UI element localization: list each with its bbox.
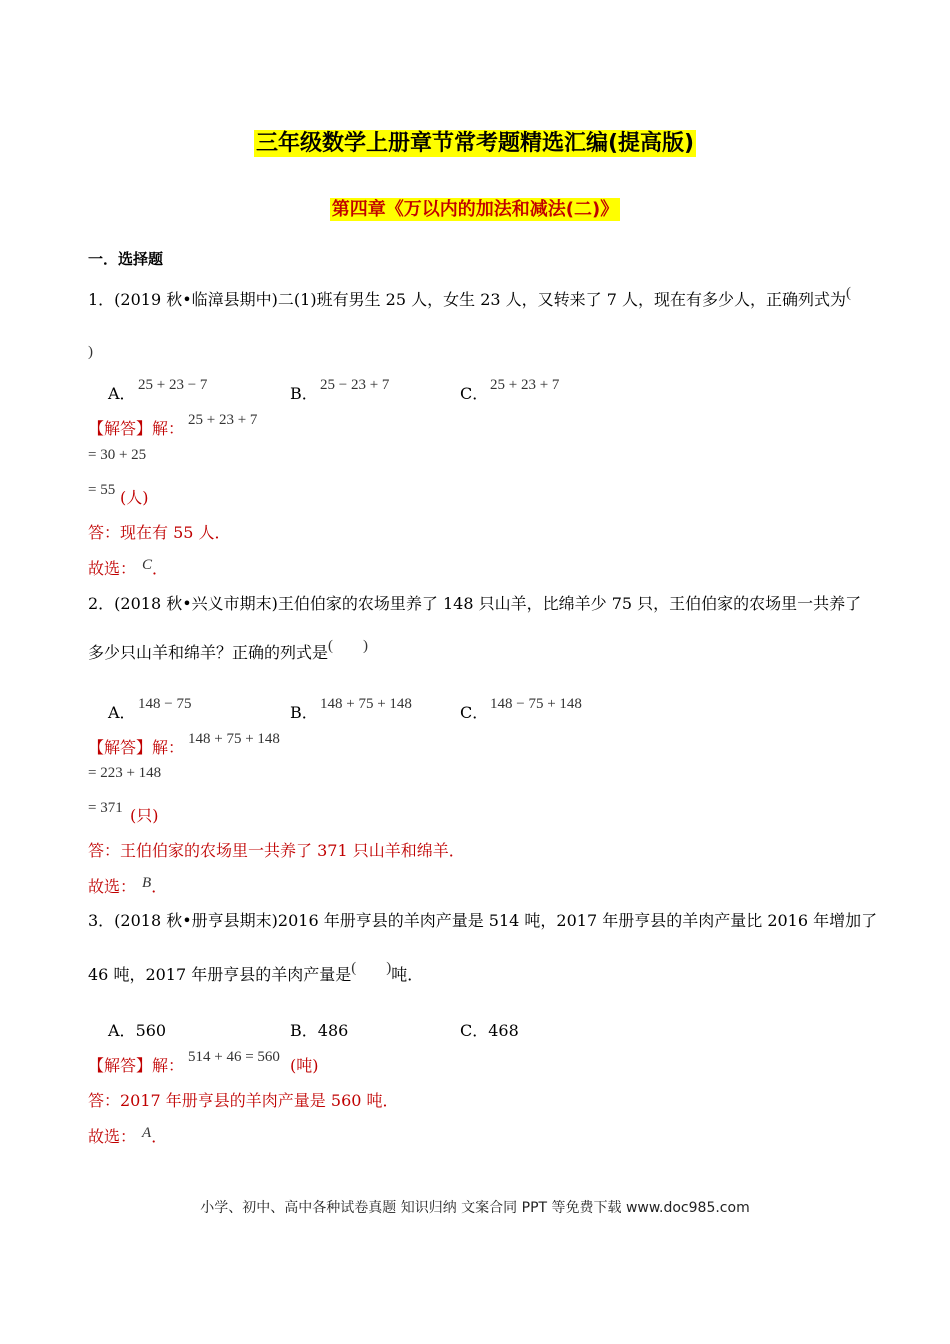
- question-2-paren: ( ): [328, 638, 369, 654]
- question-1-step-3: = 55: [88, 482, 116, 498]
- option-value: 486: [317, 1021, 349, 1040]
- question-3-answer-text: 答：2017 年册亨县的羊肉产量是 560 吨．: [88, 1091, 399, 1110]
- question-1-answer-text: 答：现在有 55 人．: [88, 523, 231, 542]
- option-value: 560: [135, 1021, 167, 1040]
- option-label: C．: [460, 1021, 489, 1040]
- question-1-option-a: [108, 381, 136, 404]
- choice-letter: C: [142, 557, 153, 573]
- question-1-option-b: [290, 381, 318, 404]
- question-3-unit: (吨): [290, 1056, 319, 1075]
- choice-letter: B: [142, 875, 152, 891]
- question-3-choice: [88, 1124, 167, 1147]
- question-1-option-b-expr: 25 − 23 + 7: [320, 377, 390, 393]
- option-value: 468: [488, 1021, 519, 1040]
- question-1-stem: [88, 287, 851, 310]
- question-3-stem-tail: 吨．: [391, 965, 424, 984]
- question-2-option-a-expr: 148 − 75: [138, 696, 192, 712]
- question-3-option-b: [290, 1018, 348, 1041]
- document-title: [0, 126, 950, 157]
- question-3-stem-line2: [88, 962, 423, 985]
- option-label: C．: [460, 703, 489, 722]
- question-2-step-2: = 223 + 148: [88, 765, 162, 781]
- chapter-title: [0, 195, 950, 221]
- question-1-option-a-expr: 25 + 23 − 7: [138, 377, 208, 393]
- question-1-paren-open: (: [846, 285, 851, 301]
- question-2-unit: (只): [130, 806, 159, 825]
- option-label: C．: [460, 384, 489, 403]
- question-3-answer-tag: 【解答】解：: [88, 1056, 185, 1075]
- question-2-answer-tag: 【解答】解：: [88, 738, 185, 757]
- question-2-option-b: [290, 700, 318, 723]
- question-3-stem-text: 46 吨，2017 年册亨县的羊肉产量是: [88, 965, 352, 984]
- question-1-unit: (人): [120, 488, 149, 507]
- question-1-step-2: = 30 + 25: [88, 447, 147, 463]
- question-1-stem-line1: 1．(2019 秋•临漳县期中)二(1)班有男生 25 人，女生 23 人，又转来了 7 人，现在有多少人，正确列式为: [88, 290, 846, 309]
- question-3-stem-line1: 3．(2018 秋•册亨县期末)2016 年册亨县的羊肉产量是 514 吨，2017 年册亨县的羊肉产量比 2016 年增加了: [88, 911, 878, 930]
- option-label: A．: [108, 703, 136, 722]
- question-2-stem-text: 多少只山羊和绵羊？正确的列式是: [88, 643, 329, 662]
- question-2-option-b-expr: 148 + 75 + 148: [320, 696, 412, 712]
- question-3-paren: ( ): [351, 960, 392, 976]
- question-1-option-c-expr: 25 + 23 + 7: [490, 377, 560, 393]
- option-label: B．: [290, 703, 318, 722]
- question-3-step-1: 514 + 46 = 560: [188, 1049, 280, 1065]
- question-1-answer-tag: 【解答】解：: [88, 419, 185, 438]
- question-1-option-c: [460, 381, 488, 404]
- choice-suffix: ．: [152, 559, 169, 578]
- choice-suffix: ．: [151, 877, 168, 896]
- footer-text: 小学、初中、高中各种试卷真题 知识归纳 文案合同 PPT 等免费下载 www.doc985.com: [200, 1200, 750, 1216]
- question-2-option-a: [108, 700, 136, 723]
- question-2-answer-text: 答：王伯伯家的农场里一共养了 371 只山羊和绵羊．: [88, 841, 465, 860]
- question-3-option-a: [108, 1018, 166, 1041]
- question-2-stem-line1: 2．(2018 秋•兴义市期末)王伯伯家的农场里养了 148 只山羊，比绵羊少 75 只，王伯伯家的农场里一共养了: [88, 594, 862, 613]
- option-label: B．: [290, 1021, 318, 1040]
- question-2-stem-line2: [88, 640, 368, 663]
- choice-suffix: ．: [151, 1127, 168, 1146]
- question-2-choice: [88, 874, 167, 897]
- question-1-step-1: 25 + 23 + 7: [188, 412, 258, 428]
- question-2-option-c-expr: 148 − 75 + 148: [490, 696, 582, 712]
- option-label: A．: [108, 1021, 136, 1040]
- choice-prefix: 故选：: [88, 1127, 137, 1146]
- document-title-text: 三年级数学上册章节常考题精选汇编(提高版): [255, 131, 695, 156]
- choice-letter: A: [142, 1125, 152, 1141]
- chapter-title-text: 第四章《万以内的加法和减法(二)》: [331, 199, 619, 220]
- question-2-step-3: = 371: [88, 800, 123, 816]
- question-3-option-c: [460, 1018, 519, 1041]
- choice-prefix: 故选：: [88, 559, 137, 578]
- question-2-step-1: 148 + 75 + 148: [188, 731, 280, 747]
- section-heading: 一．选择题: [88, 250, 164, 268]
- question-2-option-c: [460, 700, 488, 723]
- choice-prefix: 故选：: [88, 877, 137, 896]
- question-1-choice: [88, 556, 168, 579]
- option-label: A．: [108, 384, 136, 403]
- option-label: B．: [290, 384, 318, 403]
- question-1-paren-close: ): [88, 344, 93, 360]
